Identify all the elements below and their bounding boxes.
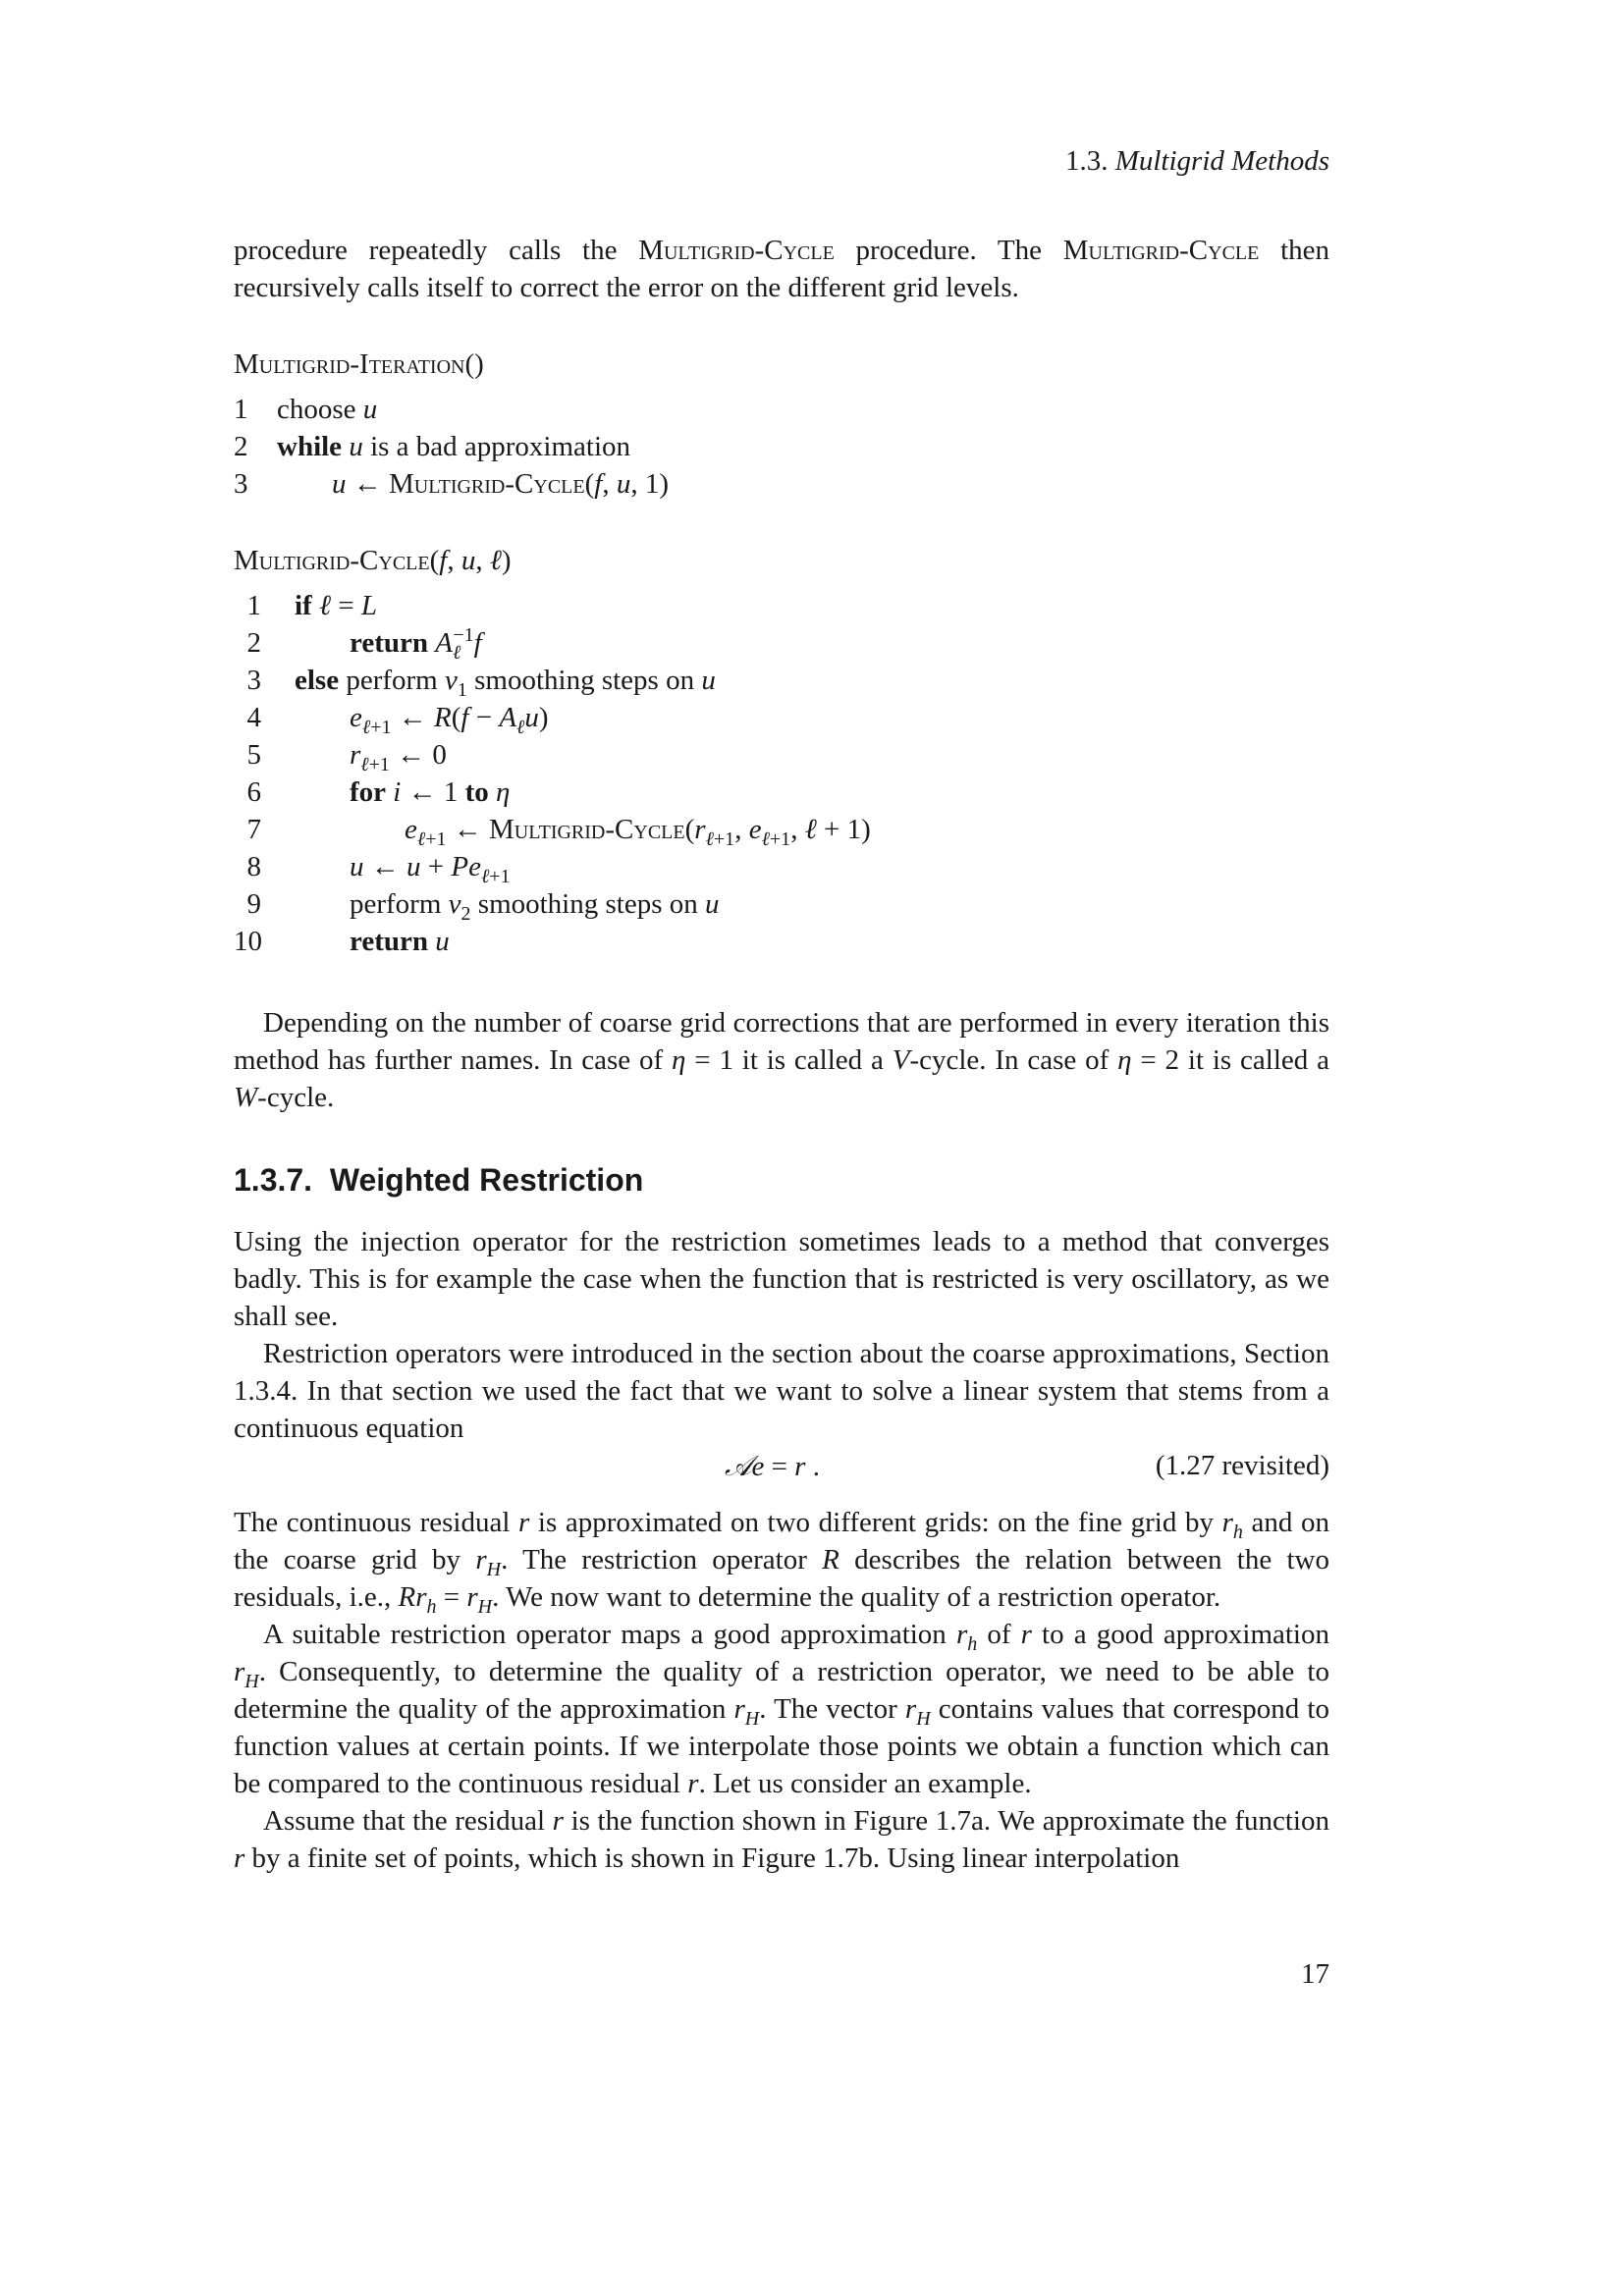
paragraph-assume: Assume that the residual r is the function shown in Figure 1.7a. We approximate the function r by a finite set of points, which is shown in Figure 1.7b. Using linear interpolation xyxy=(234,1805,1329,1874)
paragraph-continuous-residual: The continuous residual r is approximated on two different grids: on the fine grid by $r_h$ and on the coarse grid by $r_H$. The restriction operator R describes the relation between the two residuals, i.e., $Rr_h = r_H$. We now want to determine the quality of a restriction operator. xyxy=(234,1507,1329,1618)
page-number: 17 xyxy=(1301,1958,1329,1990)
keyword: return xyxy=(350,926,429,957)
line-body: $e_{\ell+1}$ ← $R(f - A_\ell u)$ xyxy=(350,702,549,738)
algorithm-lines xyxy=(234,391,1329,503)
line-number: 9 xyxy=(246,888,261,920)
algorithm-lines xyxy=(234,587,1329,960)
header-section-title: Multigrid Methods xyxy=(1114,145,1329,177)
algorithm-name: Multigrid-Iteration xyxy=(234,348,465,380)
algorithm-line xyxy=(234,699,1329,736)
line-body: if ℓ = L xyxy=(295,590,378,621)
algorithm-line xyxy=(234,465,1329,503)
line-number: 3 xyxy=(234,468,248,500)
line-number: 2 xyxy=(234,431,248,462)
line-number: 4 xyxy=(246,702,261,733)
keyword: if xyxy=(295,590,312,621)
line-number: 7 xyxy=(246,814,261,845)
line-body: $e_{\ell+1}$ ← Multigrid-$Cycle(r_{\ell+1}$, $e_{\ell+1}$, ℓ + 1) xyxy=(405,814,871,850)
algorithm-line xyxy=(234,736,1329,774)
line-body: for i ← 1 to η xyxy=(350,776,511,808)
line-number: 8 xyxy=(246,851,261,882)
section-number: 1.3.7. xyxy=(234,1162,313,1198)
algorithm-multigrid-iteration xyxy=(234,346,1329,503)
section-title: Weighted Restriction xyxy=(329,1162,644,1198)
algorithm-line xyxy=(234,774,1329,811)
algorithm-line xyxy=(234,662,1329,699)
equation-tag: (1.27 revisited) xyxy=(1155,1450,1329,1481)
section-heading xyxy=(234,1162,643,1199)
line-body: u ← $u + Pe_{\ell+1}$ xyxy=(350,851,511,887)
line-body: while u is a bad approximation xyxy=(277,431,631,462)
line-number: 10 xyxy=(234,926,262,957)
equation-1-27 xyxy=(234,1447,1329,1484)
algorithm-line xyxy=(234,811,1329,848)
line-number: 6 xyxy=(246,776,261,808)
keyword: else xyxy=(295,665,340,696)
line-number: 1 xyxy=(234,394,248,425)
procedure-name: Multigrid-Cycle xyxy=(638,235,835,266)
algorithm-line xyxy=(234,428,1329,465)
running-header xyxy=(1065,145,1329,178)
line-body: return u xyxy=(350,926,450,957)
algorithm-line xyxy=(234,848,1329,885)
line-number: 1 xyxy=(246,590,261,621)
line-body: $r_{\ell+1}$ ← 0 xyxy=(350,739,447,775)
line-body: choose u xyxy=(277,394,378,425)
intro-text-3: then recursively calls itself to correct the error on the different grid levels. xyxy=(234,235,1330,303)
algorithm-multigrid-cycle xyxy=(234,542,1329,960)
algorithm-signature: () xyxy=(464,348,484,380)
procedure-name: Multigrid-Cycle xyxy=(1062,235,1260,266)
algorithm-title xyxy=(234,346,1329,383)
keyword: return xyxy=(350,627,429,659)
paragraph-suitable-restriction: A suitable restriction operator maps a good approximation $r_h$ of r to a good approximation $r_H$. Consequently, to determine the quality of a restriction operator, we need to be able to determine the quality of the approximation $r_H$. The vector $r_H$ contains values that correspond to function values at certain points. If we interpolate those points we obtain a function which can be compared to the continuous residual r. Let us consider an example. xyxy=(234,1619,1329,1799)
algorithm-line xyxy=(234,885,1329,923)
keyword: for xyxy=(350,776,387,808)
line-body: else perform $\nu_1$ smoothing steps on u xyxy=(295,665,716,701)
algorithm-line xyxy=(234,923,1329,960)
algorithm-line xyxy=(234,391,1329,428)
paragraph-cycle-names: Depending on the number of coarse grid corrections that are performed in every iteration this method has further names. In case of η = 1 it is called a V-cycle. In case of η = 2 it is called a W-cycle. xyxy=(234,1007,1329,1113)
line-number: 2 xyxy=(246,627,261,659)
algorithm-title: Multigrid-Cycle(f, u, ℓ) xyxy=(234,545,512,576)
header-section-number: 1.3. xyxy=(1064,145,1109,177)
intro-paragraph xyxy=(234,232,1329,306)
paragraph-restriction: Restriction operators were introduced in the section about the coarse approximations, Section 1.3.4. In that section we used the fact that we want to solve a linear system that stems from a continuous equation xyxy=(234,1338,1329,1444)
intro-text-2: procedure. The xyxy=(834,235,1063,266)
equation-body: 𝒜e = r . xyxy=(725,1449,820,1482)
algorithm-line xyxy=(234,587,1329,624)
line-body: u ← Multigrid-Cycle(f, u, 1) xyxy=(332,468,669,500)
line-number: 3 xyxy=(246,665,261,696)
line-number: 5 xyxy=(246,739,261,771)
keyword: while xyxy=(277,431,343,462)
algorithm-line xyxy=(234,624,1329,662)
paragraph-injection: Using the injection operator for the restriction sometimes leads to a method that converges badly. This is for example the case when the function that is restricted is very oscillatory, as we shall see. xyxy=(234,1226,1329,1332)
intro-text-1: procedure repeatedly calls the xyxy=(234,235,639,266)
line-body: perform $\nu_2$ smoothing steps on u xyxy=(350,888,720,925)
line-body: return $A_\ell^{-1}f$ xyxy=(350,624,482,664)
algorithm-name: Multigrid-Cycle xyxy=(234,545,430,576)
